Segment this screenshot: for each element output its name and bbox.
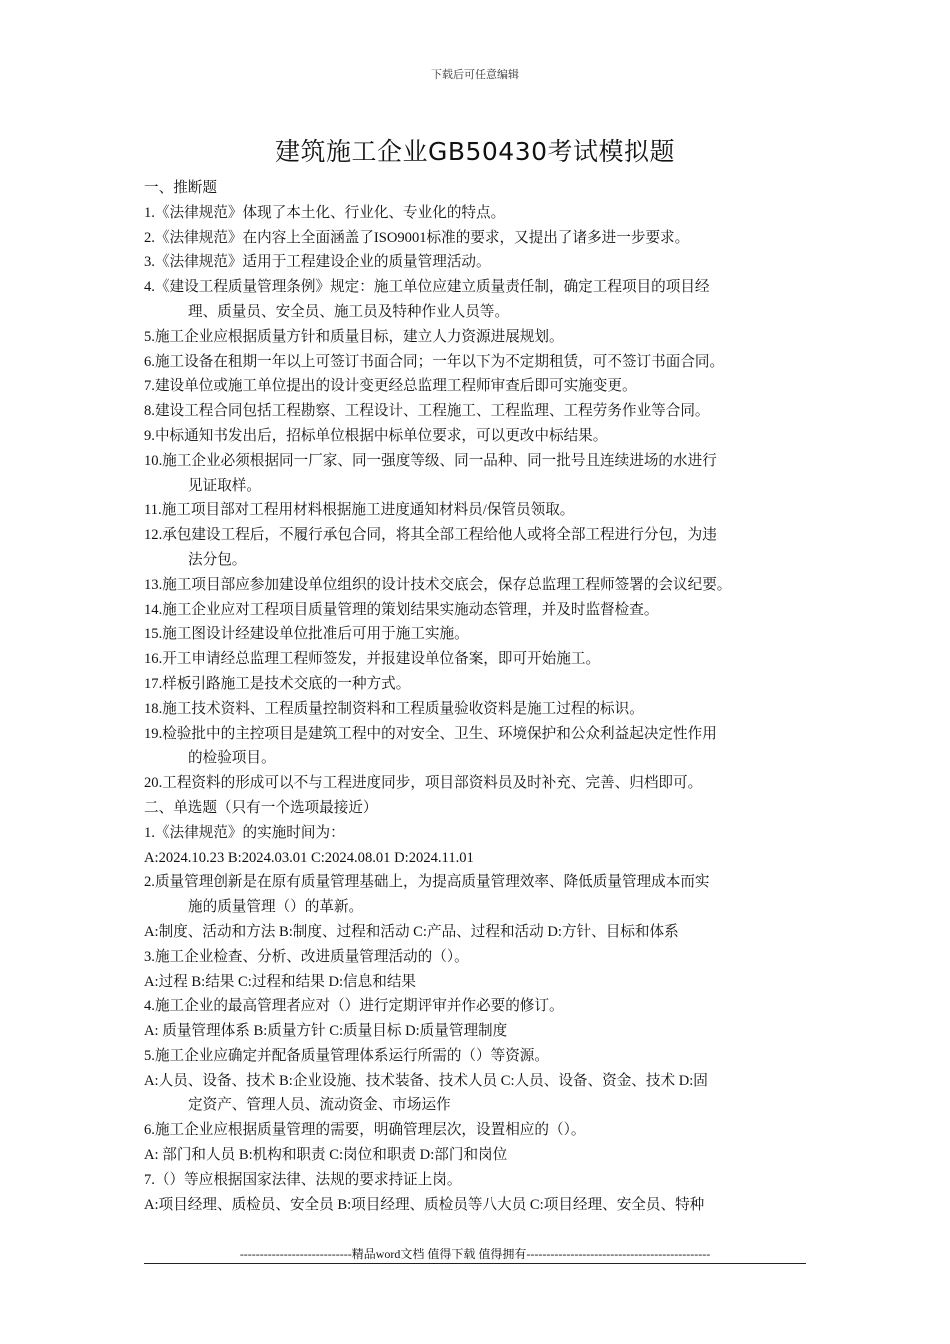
judgment-item xyxy=(144,350,814,375)
choice-item-text: A:过程 B:结果 C:过程和结果 D:信息和结果 xyxy=(144,973,417,990)
choice-item-text: A: 质量管理体系 B:质量方针 C:质量目标 D:质量管理制度 xyxy=(144,1023,508,1040)
choice-item-text: 2.质量管理创新是在原有质量管理基础上，为提高质量管理效率、降低质量管理成本而实 xyxy=(144,874,710,891)
judgment-item-text: 9.中标通知书发出后，招标单位根据中标单位要求，可以更改中标结果。 xyxy=(144,427,608,444)
judgment-item xyxy=(144,697,814,722)
choice-item-text: A:2024.10.23 B:2024.03.01 C:2024.08.01 D:2024.11.01 xyxy=(144,849,474,866)
choice-item xyxy=(144,970,814,995)
judgment-item-text: 13.施工项目部应参加建设单位组织的设计技术交底会，保存总监理工程师签署的会议纪要。 xyxy=(144,576,732,593)
judgment-item-continuation: 见证取样。 xyxy=(188,477,261,494)
choice-item-text: A: 部门和人员 B:机构和职责 C:岗位和职责 D:部门和岗位 xyxy=(144,1147,508,1164)
choice-item-continuation: 定资产、管理人员、流动资金、市场运作 xyxy=(188,1097,451,1114)
judgment-item-text: 11.施工项目部对工程用材料根据施工进度通知材料员/保管员领取。 xyxy=(144,502,575,519)
choice-item-text: 5.施工企业应确定并配备质量管理体系运行所需的（）等资源。 xyxy=(144,1047,549,1064)
judgment-item-text: 15.施工图设计经建设单位批准后可用于施工实施。 xyxy=(144,626,469,643)
section-heading-judgment: 一、推断题 xyxy=(144,180,217,196)
choice-item xyxy=(144,1019,814,1044)
judgment-item xyxy=(144,399,814,424)
judgment-item xyxy=(144,325,814,350)
judgment-item-text: 12.承包建设工程后，不履行承包合同，将其全部工程给他人或将全部工程进行分包，为违 xyxy=(144,527,717,544)
judgment-item xyxy=(144,672,814,697)
document-title: 建筑施工企业GB50430考试模拟题 xyxy=(274,137,676,166)
choice-item xyxy=(144,1193,814,1218)
choice-item xyxy=(144,1044,814,1069)
choice-item xyxy=(144,846,814,871)
choice-item xyxy=(144,1069,814,1119)
judgment-item-text: 7.建设单位或施工单位提出的设计变更经总监理工程师审查后即可实施变更。 xyxy=(144,378,637,395)
judgment-item-text: 1.《法律规范》体现了本土化、行业化、专业化的特点。 xyxy=(144,204,506,221)
judgment-item xyxy=(144,722,814,772)
judgment-item xyxy=(144,498,814,523)
judgment-item xyxy=(144,374,814,399)
judgment-item-text: 3.《法律规范》适用于工程建设企业的质量管理活动。 xyxy=(144,254,491,271)
judgment-item-text: 18.施工技术资料、工程质量控制资料和工程质量验收资料是施工过程的标识。 xyxy=(144,700,644,717)
judgment-item-text: 5.施工企业应根据质量方针和质量目标，建立人力资源进展规划。 xyxy=(144,328,564,345)
document-body xyxy=(144,176,814,1217)
judgment-question-list xyxy=(144,201,814,796)
judgment-item xyxy=(144,226,814,251)
choice-item-text: A:制度、活动和方法 B:制度、过程和活动 C:产品、过程和活动 D:方针、目标和体系 xyxy=(144,923,679,940)
judgment-item xyxy=(144,523,814,573)
choice-item-text: 3.施工企业检查、分析、改进质量管理活动的（）。 xyxy=(144,948,469,965)
judgment-item-text: 19.检验批中的主控项目是建筑工程中的对安全、卫生、环境保护和公众利益起决定性作用 xyxy=(144,725,717,742)
judgment-item-continuation: 的检验项目。 xyxy=(188,750,276,767)
judgment-item xyxy=(144,647,814,672)
choice-item xyxy=(144,945,814,970)
judgment-item-text: 20.工程资料的形成可以不与工程进度同步，项目部资料员及时补充、完善、归档即可。 xyxy=(144,775,703,792)
judgment-item-text: 6.施工设备在租期一年以上可签订书面合同；一年以下为不定期租赁，可不签订书面合同。 xyxy=(144,353,725,370)
section-heading-single-choice: 二、单选题（只有一个选项最接近） xyxy=(144,799,378,816)
judgment-item xyxy=(144,449,814,499)
judgment-item xyxy=(144,622,814,647)
choice-item-text: 6.施工企业应根据质量管理的需要，明确管理层次，设置相应的（）。 xyxy=(144,1122,586,1139)
choice-item-text: 1.《法律规范》的实施时间为： xyxy=(144,824,345,841)
choice-item-continuation: 施的质量管理（）的革新。 xyxy=(188,899,364,916)
choice-item xyxy=(144,1143,814,1168)
choice-item xyxy=(144,994,814,1019)
choice-item xyxy=(144,821,814,846)
judgment-item xyxy=(144,598,814,623)
judgment-item-text: 10.施工企业必须根据同一厂家、同一强度等级、同一品种、同一批号且连续进场的水进行 xyxy=(144,452,717,469)
judgment-item xyxy=(144,771,814,796)
judgment-item-text: 17.样板引路施工是技术交底的一种方式。 xyxy=(144,675,411,692)
choice-item-text: A:人员、设备、技术 B:企业设施、技术装备、技术人员 C:人员、设备、资金、技术 D:固 xyxy=(144,1072,708,1089)
choice-item xyxy=(144,1168,814,1193)
choice-item xyxy=(144,870,814,920)
choice-item-text: A:项目经理、质检员、安全员 B:项目经理、质检员等八大员 C:项目经理、安全员、特种 xyxy=(144,1196,705,1213)
choice-item-text: 4.施工企业的最高管理者应对（）进行定期评审并作必要的修订。 xyxy=(144,998,564,1015)
judgment-item-text: 2.《法律规范》在内容上全面涵盖了ISO9001标准的要求，又提出了诸多进一步要求。 xyxy=(144,229,690,246)
judgment-item xyxy=(144,573,814,598)
footer-text: ----------------------------精品word文档 值得下载 值得拥有---------------------------------------------- xyxy=(239,1247,711,1261)
single-choice-question-list xyxy=(144,821,814,1218)
judgment-item-text: 14.施工企业应对工程项目质量管理的策划结果实施动态管理，并及时监督检查。 xyxy=(144,601,659,618)
judgment-item-text: 16.开工申请经总监理工程师签发，并报建设单位备案，即可开始施工。 xyxy=(144,651,601,668)
judgment-item-text: 8.建设工程合同包括工程勘察、工程设计、工程施工、工程监理、工程劳务作业等合同。 xyxy=(144,403,710,420)
footer-divider xyxy=(144,1263,806,1264)
choice-item xyxy=(144,1118,814,1143)
judgment-item-continuation: 理、质量员、安全员、施工员及特种作业人员等。 xyxy=(188,303,510,320)
judgment-item xyxy=(144,275,814,325)
judgment-item xyxy=(144,424,814,449)
judgment-item xyxy=(144,250,814,275)
judgment-item-continuation: 法分包。 xyxy=(188,551,247,568)
judgment-item-text: 4.《建设工程质量管理条例》规定：施工单位应建立质量责任制，确定工程项目的项目经 xyxy=(144,279,710,296)
choice-item xyxy=(144,920,814,945)
choice-item-text: 7.（）等应根据国家法律、法规的要求持证上岗。 xyxy=(144,1171,462,1188)
judgment-item xyxy=(144,201,814,226)
header-note: 下载后可任意编辑 xyxy=(431,69,519,81)
